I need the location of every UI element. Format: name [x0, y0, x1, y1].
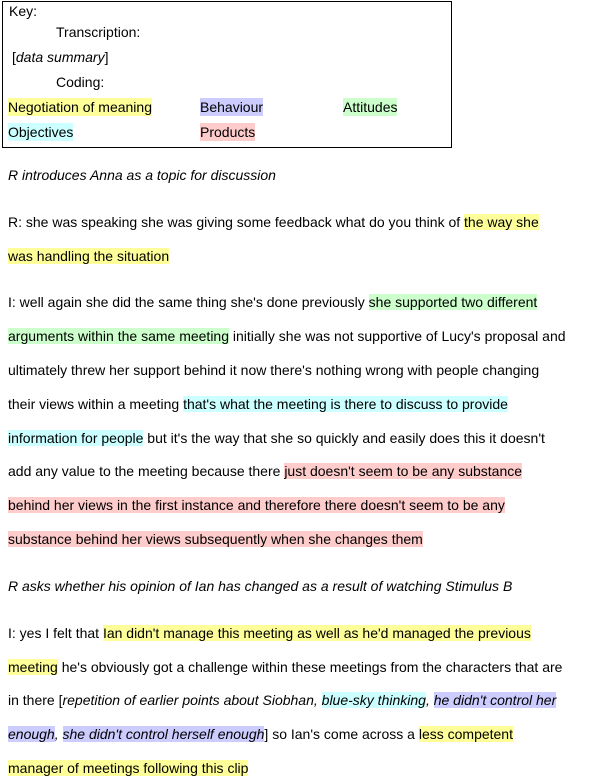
transcript-line: [8, 292, 537, 312]
coded-behaviour: enough: [8, 726, 55, 742]
coded-products: just doesn't seem to be any substance: [284, 463, 523, 479]
transcript-text: he's obviously got a challenge within these meetings from the characters that are: [57, 659, 563, 675]
coded-negotiation: the way she: [464, 214, 539, 230]
transcript-line: [8, 724, 513, 744]
code-attitudes: Attitudes: [343, 99, 398, 115]
coding-label: Coding:: [56, 74, 105, 90]
key-title: Key:: [9, 3, 38, 19]
coded-objectives: that's what the meeting is there to discuss to provide: [183, 396, 508, 412]
transcript-text: ] so Ian's come across a: [264, 726, 419, 742]
transcript-line: [8, 657, 562, 677]
transcript-line: [8, 623, 531, 643]
transcript-text: R: she was speaking she was giving some feedback what do you think of: [8, 214, 465, 230]
data-summary-2: R asks whether his opinion of Ian has changed as a result of watching Stimulus B: [8, 578, 513, 594]
transcript-line: [8, 428, 545, 448]
transcript-text: their views within a meeting: [8, 396, 184, 412]
transcript-line: [8, 246, 169, 266]
data-summary-inline: repetition of earlier points about Siobhan,: [62, 692, 322, 708]
transcript-line: [8, 212, 539, 232]
coded-negotiation: meeting: [8, 659, 58, 675]
coding-key-box: [2, 1, 452, 148]
coded-negotiation: manager of meetings following this clip: [8, 760, 249, 776]
data-summary-inline: ,: [425, 692, 434, 708]
transcript-line: [8, 461, 522, 481]
code-objectives: Objectives: [8, 124, 74, 140]
transcript-text: in there [: [8, 692, 63, 708]
coded-negotiation: less competent: [418, 726, 513, 742]
transcript-text: ultimately threw her support behind it now there's nothing wrong with people changing: [8, 362, 540, 378]
transcript-line: [8, 394, 508, 414]
coded-negotiation: was handling the situation: [8, 248, 170, 264]
code-negotiation-of-meaning: Negotiation of meaning: [8, 99, 152, 115]
transcript-text: initially she was not supportive of Lucy's proposal and: [229, 328, 566, 344]
coded-products: substance behind her views subsequently when she changes them: [8, 531, 423, 547]
transcript-line: [8, 529, 423, 549]
transcript-text: I: yes I felt that: [8, 625, 103, 641]
summary-close-bracket: ]: [104, 49, 109, 65]
transcription-label: Transcription:: [56, 24, 141, 40]
transcript-text: I: well again she did the same thing she's done previously: [8, 294, 369, 310]
data-summary-inline: ,: [54, 726, 63, 742]
coded-objectives: blue-sky thinking: [321, 692, 426, 708]
summary-example-text: data summary: [15, 49, 105, 65]
coded-behaviour: she didn't control herself enough: [62, 726, 265, 742]
transcript-line: [8, 758, 248, 778]
data-summary-1: R introduces Anna as a topic for discussion: [8, 167, 276, 183]
transcript-line: [8, 360, 539, 380]
transcript-text: add any value to the meeting because there: [8, 463, 285, 479]
transcript-line: [8, 690, 556, 710]
code-behaviour: Behaviour: [200, 99, 264, 115]
summary-open-bracket: [: [12, 49, 16, 65]
code-products: Products: [200, 124, 256, 140]
coded-behaviour: he didn't control her: [433, 692, 557, 708]
transcript-text: but it's the way that she so quickly and easily does this it doesn't: [143, 430, 545, 446]
coded-negotiation: Ian didn't manage this meeting as well as he'd managed the previous: [102, 625, 531, 641]
summary-example: [12, 48, 108, 66]
coded-products: behind her views in the first instance and therefore there doesn't seem to be any: [8, 497, 505, 513]
transcript-line: [8, 326, 566, 346]
coded-attitudes: arguments within the same meeting: [8, 328, 229, 344]
transcript-line: [8, 495, 505, 515]
coded-objectives: information for people: [8, 430, 144, 446]
coded-attitudes: she supported two different: [368, 294, 538, 310]
